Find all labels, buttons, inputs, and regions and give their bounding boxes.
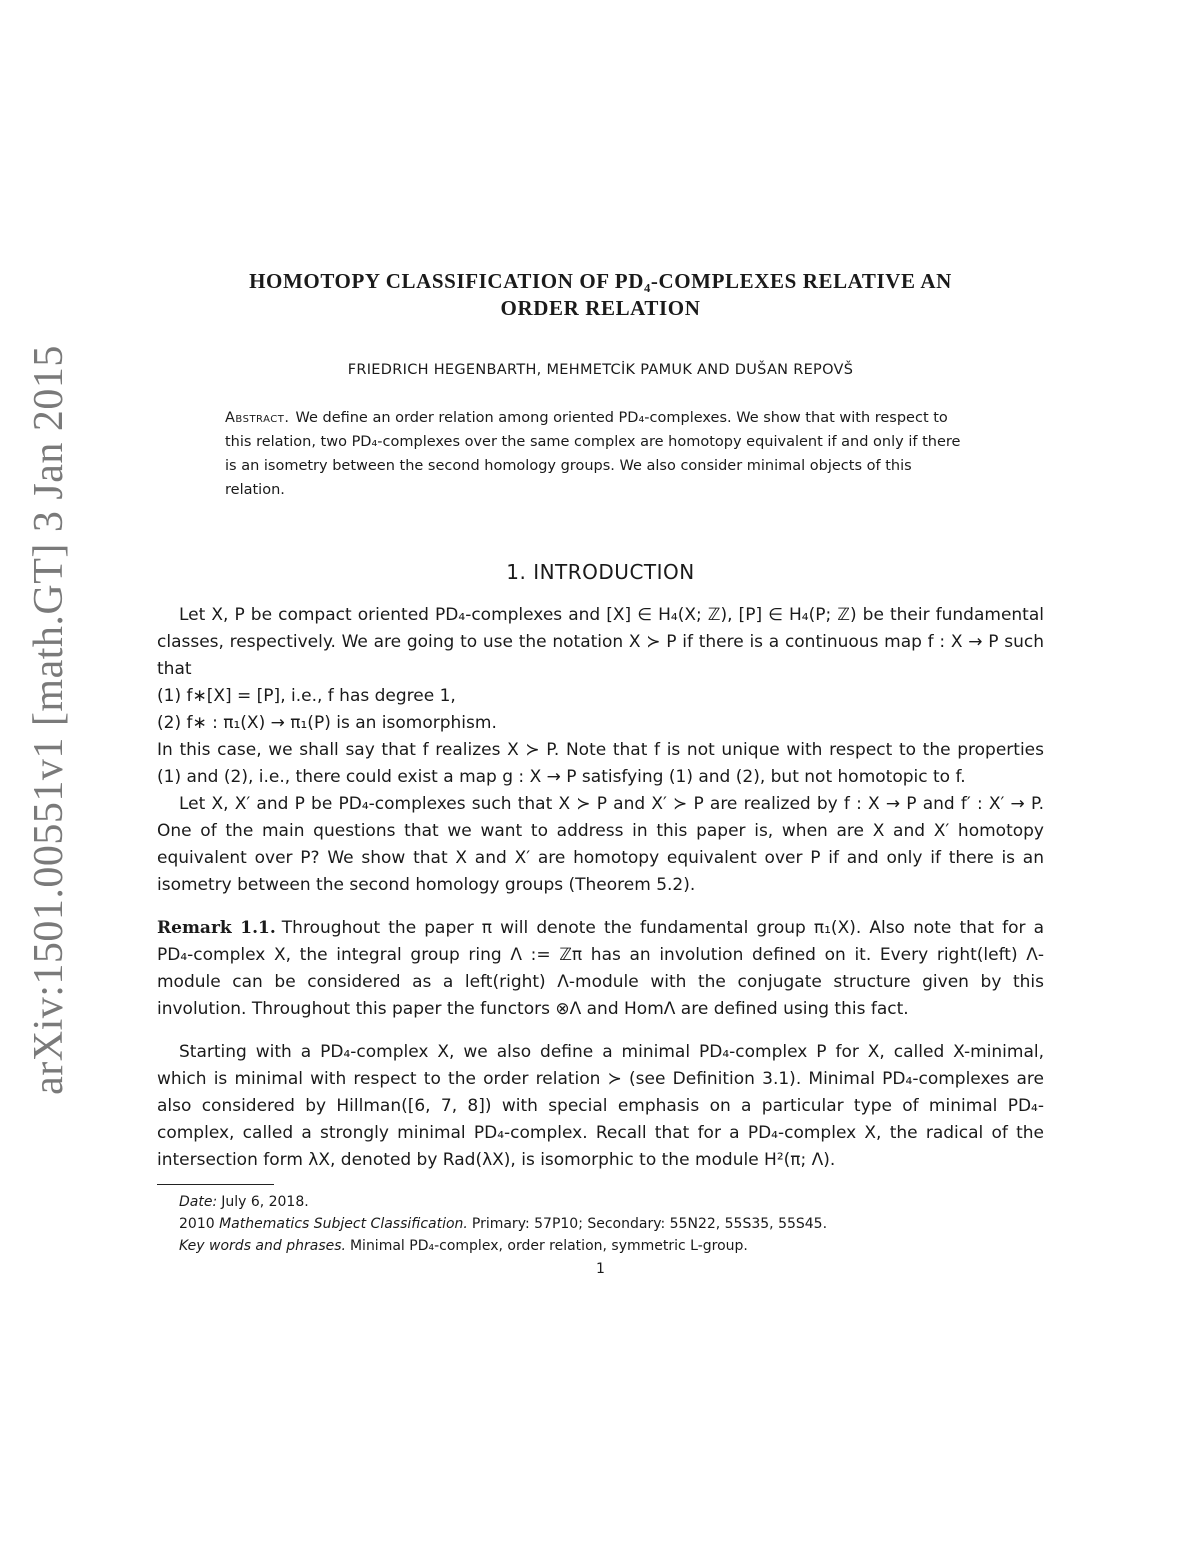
abstract-text: We define an order relation among oriented PD₄-complexes. We show that with respect to this relation, two PD₄-complexes over the same complex are homotopy equivalent if and only if there is an isometry between the second homology groups. We also consider minimal objects of this relation. <box>225 410 961 498</box>
footnote-msc-value: Primary: 57P10; Secondary: 55N22, 55S35, 55S45. <box>471 1216 828 1232</box>
intro-paragraph-3: Let X, X′ and P be PD₄-complexes such that X ≻ P and X′ ≻ P are realized by f : X → P and f′ : X′ → P. One of the main questions that we want to address in this paper is, when are X and X′ homotopy equivalent over P? We show that X and X′ are homotopy equivalent over P if and only if there is an isometry between the second homology groups (Theorem 5.2). <box>157 794 1044 895</box>
footnotes <box>157 1191 1044 1257</box>
body-text <box>157 602 1044 1174</box>
footnote-date <box>179 1191 1044 1213</box>
list-item-1: (1) f∗[X] = [P], i.e., f has degree 1, <box>157 686 456 706</box>
arxiv-side-stamp <box>18 345 80 1095</box>
intro-paragraph-4: Starting with a PD₄-complex X, we also define a minimal PD₄-complex P for X, called X-minimal, which is minimal with respect to the order relation ≻ (see Definition 3.1). Minimal PD₄-complexes are also considered by Hillman([6, 7, 8]) with special emphasis on a particular type of minimal PD₄-complex, called a strongly minimal PD₄-complex. Recall that for a PD₄-complex X, the radical of the intersection form λX, denoted by Rad(λX), is isomorphic to the module H²(π; Λ). <box>157 1042 1044 1170</box>
list-item-2: (2) f∗ : π₁(X) → π₁(P) is an isomorphism. <box>157 713 497 733</box>
footnote-date-label: Date: <box>179 1194 218 1210</box>
paper-page <box>157 268 1044 1277</box>
paper-title <box>157 268 1044 322</box>
intro-paragraph-2: In this case, we shall say that f realizes X ≻ P. Note that f is not unique with respect to the properties (1) and (2), i.e., there could exist a map g : X → P satisfying (1) and (2), but not homotopic to f. <box>157 740 1044 787</box>
abstract <box>225 406 976 502</box>
remark-text: Throughout the paper π will denote the fundamental group π₁(X). Also note that for a PD₄-complex X, the integral group ring Λ := ℤπ has an involution defined on it. Every right(left) Λ-module can be considered as a left(right) Λ-module with the conjugate structure given by this involution. Throughout this paper the functors ⊗Λ and HomΛ are defined using this fact. <box>157 918 1044 1019</box>
section-heading: 1. INTRODUCTION <box>506 560 695 584</box>
footnote-date-value: July 6, 2018. <box>221 1194 309 1210</box>
footnote-rule <box>157 1184 274 1185</box>
footnote-keywords-value: Minimal PD₄-complex, order relation, symmetric L-group. <box>349 1238 748 1254</box>
footnote-keywords-label: Key words and phrases. <box>179 1238 346 1254</box>
footnote-msc-year: 2010 <box>179 1216 215 1232</box>
footnote-msc-label: Mathematics Subject Classification. <box>219 1216 468 1232</box>
remark-1-1 <box>157 915 1044 1023</box>
page-number: 1 <box>596 1261 605 1277</box>
title-line-2: ORDER RELATION <box>500 296 701 320</box>
arxiv-identifier: arXiv:1501.00551v1 [math.GT] 3 Jan 2015 <box>26 345 72 1095</box>
title-line-1: HOMOTOPY CLASSIFICATION OF PD₄-COMPLEXES RELATIVE AN <box>249 269 952 293</box>
footnote-msc <box>179 1213 1044 1235</box>
intro-paragraph-1: Let X, P be compact oriented PD₄-complexes and [X] ∈ H₄(X; ℤ), [P] ∈ H₄(P; ℤ) be their fundamental classes, respectively. We are going to use the notation X ≻ P if there is a continuous map f : X → P such that <box>157 605 1044 679</box>
remark-heading: Remark 1.1. <box>157 918 276 938</box>
author-list: FRIEDRICH HEGENBARTH, MEHMETCİK PAMUK AND DUŠAN REPOVŠ <box>347 362 854 378</box>
abstract-heading: Abstract. <box>225 410 290 426</box>
footnote-keywords <box>179 1235 1044 1257</box>
